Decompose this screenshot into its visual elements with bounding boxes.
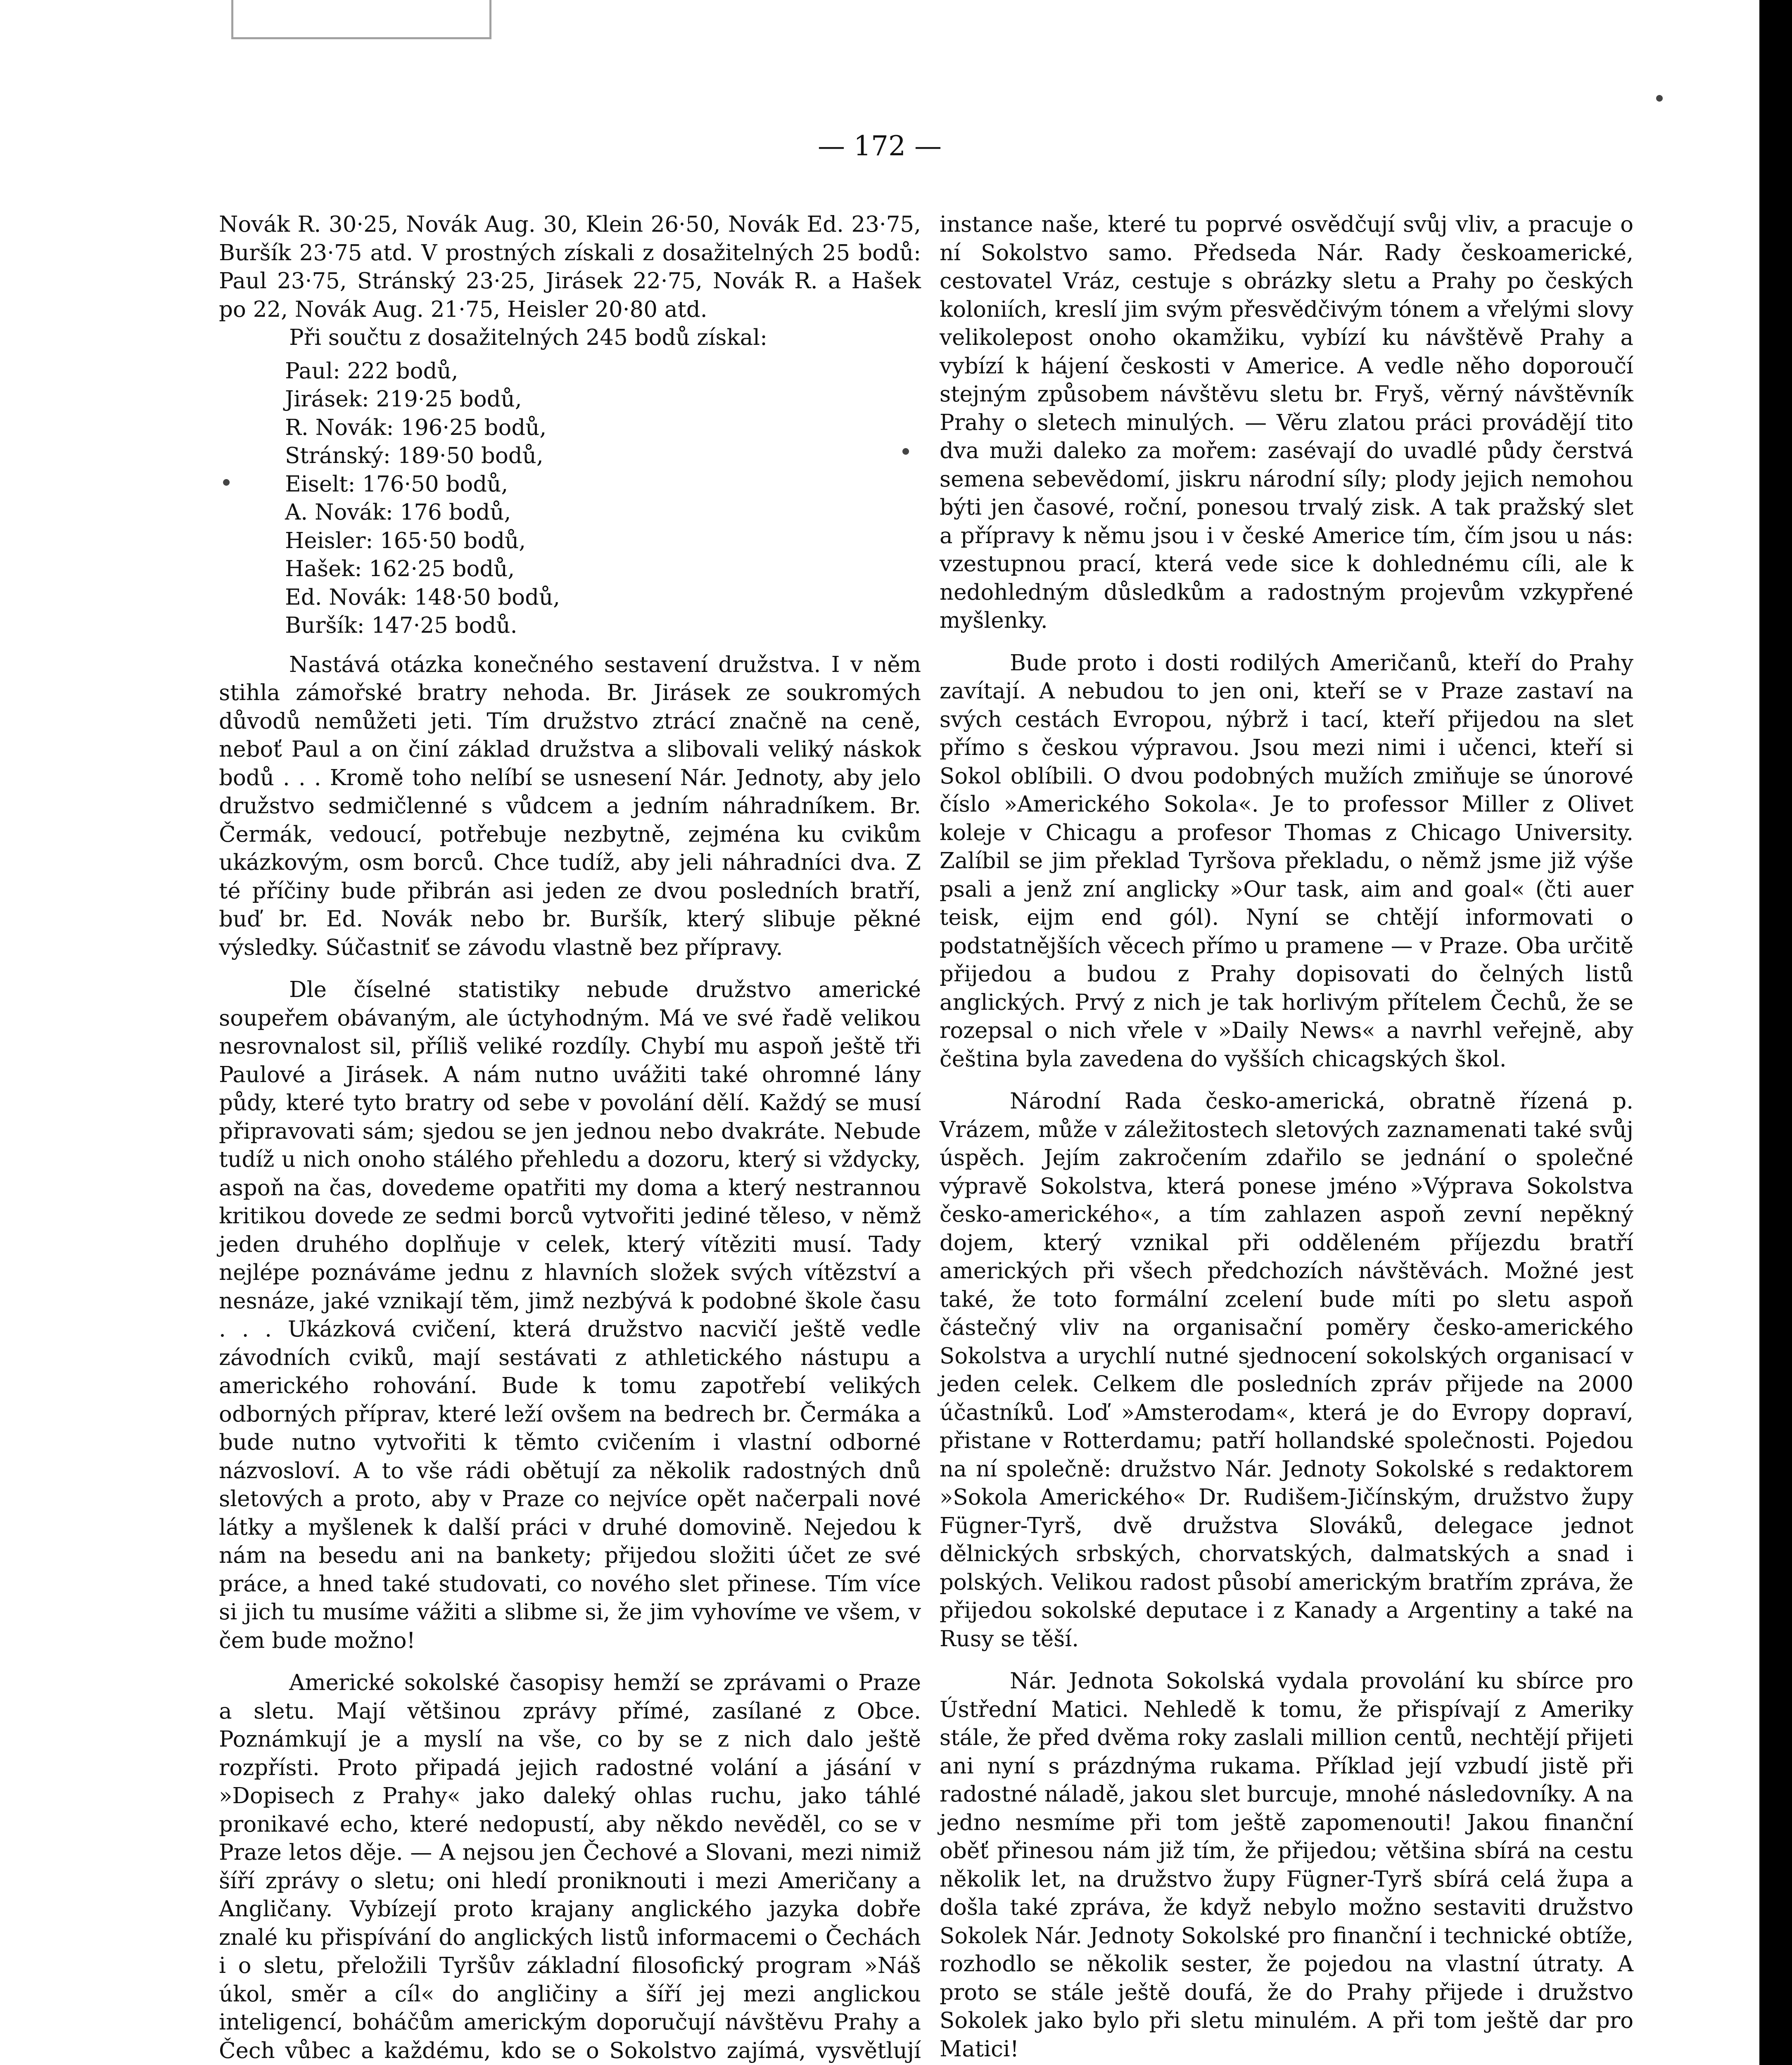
right-column <box>940 211 1633 2065</box>
paragraph: Nastává otázka konečného sestavení družstva. I v něm stihla zámořské bratry nehoda. Br. Jirásek ze soukromých důvodů nemůžeti jeti. Tím družstvo ztrácí značně na ceně, neboť Paul a on činí základ družstva a slibovali veliký náskok bodů . . . Kromě toho nelíbí se usnesení Nár. Jednoty, aby jelo družstvo sedmičlenné s vůdcem a jedním náhradníkem. Br. Čermák, vedoucí, potřebuje nezbytně, zejména ku cvikům ukázkovým, osm borců. Chce tudíž, aby jeli náhradníci dva. Z té příčiny bude přibrán asi jeden ze dvou posledních bratří, buď br. Ed. Novák nebo br. Buršík, který slibuje pěkné výsledky. Súčastniť se závodu vlastně bez přípravy. <box>219 652 921 960</box>
left-column <box>219 211 921 2065</box>
paragraph: Bude proto i dosti rodilých Američanů, kteří do Prahy zavítají. A nebudou to jen oni, kteří se v Praze zastaví na svých cestách Evropou, nýbrž i tací, kteří přijedou na slet přímo s českou výpravou. Jsou mezi nimi i učenci, kteří si Sokol oblíbili. O dvou podobných mužích zmiňuje se únorové číslo »Amerického Sokola«. Je to professor Miller z Olivet koleje v Chicagu a profesor Thomas z Chicago University. Zalíbil se jim překlad Tyršova překladu, o němž jsme již výše psali a jenž zní anglicky »Our task, aim and goal« (čti auer teisk, eijm end gól). Nyní se chtějí informovati o podstatnějších věcech přímo u pramene — v Praze. Oba určitě přijedou a budou z Prahy dopisovati do čelných listů anglických. Prvý z nich je tak horlivým přítelem Čechů, že se rozepsal o nich vřele v »Daily News« a navrhl veřejně, aby čeština byla zavedena do vyšších chicagských škol. <box>940 650 1633 1072</box>
paragraph: Národní Rada česko-americká, obratně řízená p. Vrázem, může v záležitostech sletových zaznamenati také svůj úspěch. Jejím zakročením zdařilo se jednání o společné výpravě Sokolstva, která ponese jméno »Výprava Sokolstva česko-amerického«, a tím zahlazen aspoň zevní nepěkný dojem, který vznikal při odděleném příjezdu bratří amerických při všech předchozích návštěvách. Možné jest také, že toto formální zcelení bude míti po sletu aspoň částečný vliv na organisační poměry česko-amerického Sokolstva a urychlí nutné sjednocení sokolských organisací v jeden celek. Celkem dle posledních zpráv přijede na 2000 účastníků. Loď »Amsterodam«, která je do Evropy dopraví, přistane v Rotterdamu; patří hollandské společnosti. Pojedou na ní společně: družstvo Nár. Jednoty Sokolské s redaktorem »Sokola Amerického« Dr. Rudišem-Jičínským, družstvo župy Fügner-Tyrš, dvě družstva Slováků, delegace jednot dělnických srbských, chorvatských, dalmatských a snad i polských. Velikou radost působí americkým bratřím zpráva, že přijedou sokolské deputace i z Kanady a Argentiny a také na Rusy se těší. <box>940 1089 1633 1652</box>
page-number: — 172 — <box>818 130 942 162</box>
paragraph: instance naše, které tu poprvé osvědčují svůj vliv, a pracuje o ní Sokolstvo samo. Předseda Nár. Rady českoamerické, cestovatel Vráz, cestuje s obrázky sletu a Prahy po českých koloniích, kreslí jim svým přesvědčivým tónem a vřelými slovy velikolepost onoho okamžiku, vybízí ku návštěvě Prahy a vybízí k hájení českosti v Americe. A vedle něho doporoučí stejným způsobem návštěvu sletu br. Fryš, věrný návštěvník Prahy o sletech minulých. — Věru zlatou práci provádějí tito dva muži daleko za mořem: zasévají do uvadlé půdy čerstvá semena sebevědomí, jiskru národní síly; plody jejich nemohou býti jen časové, roční, ponesou trvalý zisk. A tak pražský slet a přípravy k němu jsou i v české Americe tím, čím jsou u nás: vzestupnou prací, která vede sice k dohlednému cíli, ale k nedohledným důsledkům a radostným projevům vzkypřené myšlenky. <box>940 212 1633 633</box>
score-line: Paul: 222 bodů, <box>285 358 458 384</box>
total-score-lead: Při součtu z dosažitelných 245 bodů získal: <box>289 325 767 350</box>
score-line: Eiselt: 176·50 bodů, <box>285 471 508 497</box>
speck <box>1656 95 1663 102</box>
score-line: A. Novák: 176 bodů, <box>285 500 511 525</box>
score-line: Ed. Novák: 148·50 bodů, <box>285 584 560 610</box>
score-line: Jirásek: 219·25 bodů, <box>285 387 522 412</box>
results-intro: Novák R. 30·25, Novák Aug. 30, Klein 26·50, Novák Ed. 23·75, Buršík 23·75 atd. V prostných získali z dosažitelných 25 bodů: Paul 23·75, Stránský 23·25, Jirásek 22·75, Novák R. a Hašek po 22, Novák Aug. 21·75, Heisler 20·80 atd. <box>219 212 921 322</box>
score-line: Hašek: 162·25 bodů, <box>285 556 515 582</box>
score-line: Stránský: 189·50 bodů, <box>285 443 544 468</box>
score-line: Buršík: 147·25 bodů. <box>285 613 517 638</box>
paragraph: Dle číselné statistiky nebude družstvo americké soupeřem obávaným, ale úctyhodným. Má ve své řadě velikou nesrovnalost sil, příliš veliké rozdíly. Chybí mu aspoň ještě tři Paulové a Jirásek. A nám nutno uvážiti také ohromné lány půdy, které tyto bratry od sebe v povolání dělí. Každý se musí připravovati sám; sjedou se jen jednou nebo dvakráte. Nebude tudíž u nich onoho stálého přehledu a dozoru, který si vždycky, aspoň na čas, dovedeme opatřiti my doma a který nestrannou kritikou dovede ze sedmi borců vytvořiti jediné těleso, v němž jeden druhého doplňuje v celek, který vítěziti musí. Tady nejlépe poznáváme jednu z hlavních složek svých vítězství a nesnáze, jaké vznikají těm, jimž nezbývá k podobné škole času . . . Ukázková cvičení, která družstvo nacvičí ještě vedle závodních cviků, mají sestávati z athletického nástupu a amerického rohování. Bude k tomu zapotřebí velikých odborných příprav, které leží ovšem na bedrech br. Čermáka a bude nutno vytvořiti k těmto cvičením i vlastní odborné názvosloví. A to vše rádi obětují za několik radostných dnů sletových a proto, aby v Praze co nejvíce opět načerpali nové látky a myšlenek k další práci v druhé domovině. Nejedou k nám na besedu ani na bankety; přijedou složiti účet ze své práce, a hned také studovati, co nového slet přinese. Tím více si jich tu musíme vážiti a slibme si, že jim vyhovíme ve všem, v čem bude možno! <box>219 977 921 1653</box>
score-line: R. Novák: 196·25 bodů, <box>285 415 547 440</box>
scan-border <box>1759 0 1792 2065</box>
score-line: Heisler: 165·50 bodů, <box>285 528 526 553</box>
paragraph: Americké sokolské časopisy hemží se zprávami o Praze a sletu. Mají většinou zprávy přímé, zasílané z Obce. Poznámkují je a myslí na vše, co by se z nich dalo ještě rozpřísti. Proto připadá jejich radostné volání a jásání v »Dopisech z Prahy« jako daleký ohlas ruchu, jako táhlé pronikavé echo, které nedopustí, aby někdo nevěděl, co se v Praze letos děje. — A nejsou jen Čechové a Slovani, mezi nimiž šíří zprávy o sletu; oni hledí proniknouti i mezi Američany a Angličany. Vybízejí proto krajany anglického jazyka dobře znalé ku přispívání do anglických listů informacemi o Čechách i o sletu, přeložili Tyršův základní filosofický program »Náš úkol, směr a cíl« do angličiny a šíří jej mezi anglickou inteligencí, boháčům americkým doporučují návštěvu Prahy a Čech vůbec a každému, kdo se o Sokolstvo zajímá, vysvětlují <box>219 1670 921 2063</box>
paragraph: Nár. Jednota Sokolská vydala provolání ku sbírce pro Ústřední Matici. Nehledě k tomu, že přispívají z Ameriky stále, že před dvěma roky zaslali million centů, nechtějí přijeti ani nyní s prázdnýma rukama. Příklad její vzbudí jistě při radostné náladě, jakou slet burcuje, mnohé následovníky. A na jedno nesmíme při tom ještě zapomenouti! Jakou finanční oběť přinesou nám již tím, že přijedou; většina sbírá na cestu několik let, na družstvo župy Fügner-Tyrš sbírá celá župa a došla také zpráva, že když nebylo možno sestaviti družstvo Sokolek Nár. Jednoty Sokolské pro finanční i technické obtíže, rozhodlo se několik sester, že pojedou na vlastní útraty. A proto se stále ještě doufá, že do Prahy přijede i družstvo Sokolek jako bylo při sletu minulém. A při tom ještě dar pro Matici! <box>940 1669 1633 2062</box>
scan-artifact <box>231 0 491 39</box>
score-list <box>285 357 921 640</box>
